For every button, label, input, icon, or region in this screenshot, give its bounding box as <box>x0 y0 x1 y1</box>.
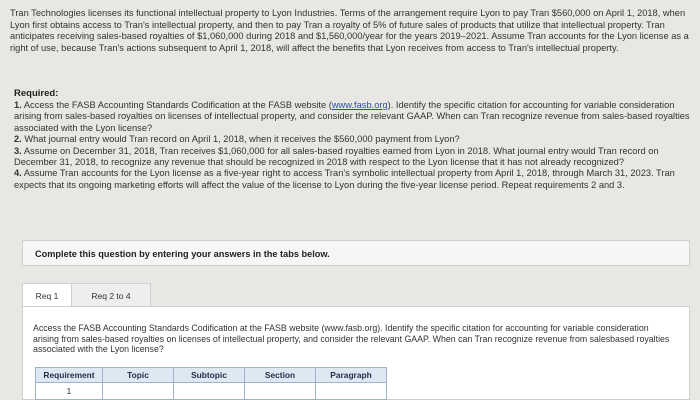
header-subtopic: Subtopic <box>174 368 245 383</box>
fasb-link[interactable]: www.fasb.org <box>331 100 388 110</box>
paragraph-input[interactable] <box>317 385 385 397</box>
cell-paragraph <box>316 383 387 400</box>
requirement-1: 1. Access the FASB Accounting Standards Codification at the FASB website (www.fasb.org). Identify the specific citation for accounting for variable consideration arising from sales-based royalties on licenses of intellectual property, and consider the relevant GAAP. When can Tran recognize revenue from sales-based royalties associated with the Lyon license? <box>14 100 690 133</box>
table-row <box>36 383 387 400</box>
requirement-4: 4. Assume Tran accounts for the Lyon license as a five-year right to access Tran's symbolic intellectual property from April 1, 2018, through March 31, 2023. Tran expects that its ongoing marketing efforts will affect the value of the license to Lyon during the five-year license period. Repeat requirements 2 and 3. <box>14 168 675 190</box>
cell-subtopic <box>174 383 245 400</box>
answer-panel <box>22 306 690 400</box>
cell-topic <box>103 383 174 400</box>
instruction-bar: Complete this question by entering your answers in the tabs below. <box>22 240 690 266</box>
panel-question: Access the FASB Accounting Standards Codification at the FASB website (www.fasb.org). Identify the specific citation for accounting for variable consideration arising from sales-based royalties on licenses of intellectual property, and consider the relevant GAAP. When can Tran recognize revenue from salesbased royalties associated with the Lyon license? <box>33 323 670 355</box>
cell-requirement: 1 <box>36 383 103 400</box>
subtopic-input[interactable] <box>175 385 243 397</box>
header-section: Section <box>245 368 316 383</box>
tab-req-2-to-4[interactable]: Req 2 to 4 <box>71 283 151 307</box>
header-requirement: Requirement <box>36 368 103 383</box>
header-topic: Topic <box>103 368 174 383</box>
topic-input[interactable] <box>104 385 172 397</box>
header-paragraph: Paragraph <box>316 368 387 383</box>
section-input[interactable] <box>246 385 314 397</box>
requirements-list <box>14 100 692 191</box>
required-heading: Required: <box>14 88 59 99</box>
citation-table <box>35 367 387 400</box>
problem-intro: Tran Technologies licenses its functional intellectual property to Lyon Industries. Terms of the arrangement require Lyon to pay Tran $560,000 on April 1, 2018, when Lyon first obtains access to Tran's intellectual property, and then to pay Tran a royalty of 5% of future sales of products that utilize that intellectual property. Tran anticipates receiving sales-based royalties of $1,060,000 during 2018 and $1,560,000/year for the years 2019–2021. Assume Tran accounts for the Lyon license as a right of use, because Tran's actions subsequent to April 1, 2018, will affect the benefits that Lyon receives from access to Tran's intellectual property. <box>10 8 689 53</box>
requirement-2: 2. What journal entry would Tran record on April 1, 2018, when it receives the $560,000 payment from Lyon? <box>14 134 460 145</box>
tab-req-1[interactable]: Req 1 <box>22 283 72 307</box>
requirement-3: 3. Assume on December 31, 2018, Tran receives $1,060,000 for all sales-based royalties earned from Lyon in 2018. What journal entry would Tran record on December 31, 2018, to recognize any revenue that should be recognized in 2018 with respect to the Lyon license that it has not already recognized? <box>14 145 659 168</box>
cell-section <box>245 383 316 400</box>
